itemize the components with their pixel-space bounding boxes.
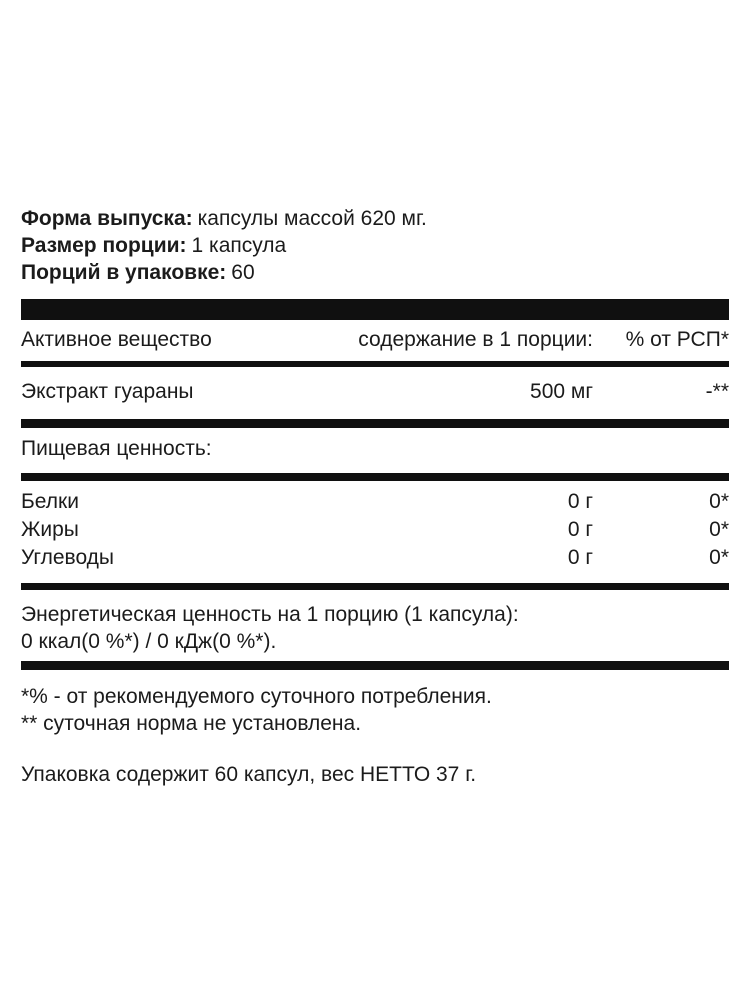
ingredient-amount: 500 мг [530, 380, 593, 403]
servings-per-pack-line [21, 259, 729, 286]
header-percent-rsp: % от РСП* [625, 328, 729, 351]
nutrient-amount: 0 г [567, 518, 593, 541]
header-content-per-serving: содержание в 1 порции: [358, 328, 593, 351]
serving-size-label: Размер порции: [21, 234, 187, 257]
nutrition-title: Пищевая ценность: [21, 437, 212, 460]
product-form-label: Форма выпуска: [21, 207, 193, 230]
serving-size-line [21, 232, 729, 259]
ingredient-name: Экстракт гуараны [21, 380, 194, 403]
product-info-block [21, 205, 729, 286]
nutrient-name: Жиры [21, 518, 79, 541]
servings-per-pack-label: Порций в упаковке: [21, 261, 227, 284]
nutrient-percent: 0* [709, 490, 729, 513]
active-substance-header-row [21, 326, 729, 353]
product-form-line [21, 205, 729, 232]
package-contents-line: Упаковка содержит 60 капсул, вес НЕТТО 37 г. [21, 763, 477, 786]
footnote-daily-norm: ** суточная норма не установлена. [21, 712, 362, 735]
ingredient-percent: -** [705, 380, 729, 403]
nutrient-percent: 0* [709, 546, 729, 569]
nutrient-name: Белки [21, 490, 79, 513]
divider-bar [21, 419, 729, 428]
divider-bar [21, 583, 729, 590]
footnotes-block [21, 683, 729, 737]
nutrition-rows [21, 488, 729, 572]
nutrient-name: Углеводы [21, 546, 115, 569]
nutrient-percent: 0* [709, 518, 729, 541]
divider-bar-thick [21, 299, 729, 320]
product-form-value: капсулы массой 620 мг. [197, 207, 427, 230]
divider-bar [21, 473, 729, 481]
servings-per-pack-value: 60 [231, 261, 255, 284]
footnote-rsp: *% - от рекомендуемого суточного потребления. [21, 685, 492, 708]
energy-block [21, 601, 729, 655]
divider-bar [21, 361, 729, 367]
active-substance-row [21, 378, 729, 405]
nutrition-row-carbs [21, 544, 729, 572]
nutrition-row-proteins [21, 488, 729, 516]
header-active-substance: Активное вещество [21, 328, 212, 351]
nutrient-amount: 0 г [567, 490, 593, 513]
energy-line-1: Энергетическая ценность на 1 порцию (1 капсула): [21, 603, 519, 626]
serving-size-value: 1 капсула [191, 234, 287, 257]
energy-line-2: 0 ккал(0 %*) / 0 кДж(0 %*). [21, 630, 277, 653]
nutrition-row-fats [21, 516, 729, 544]
divider-bar [21, 661, 729, 670]
nutrient-amount: 0 г [567, 546, 593, 569]
